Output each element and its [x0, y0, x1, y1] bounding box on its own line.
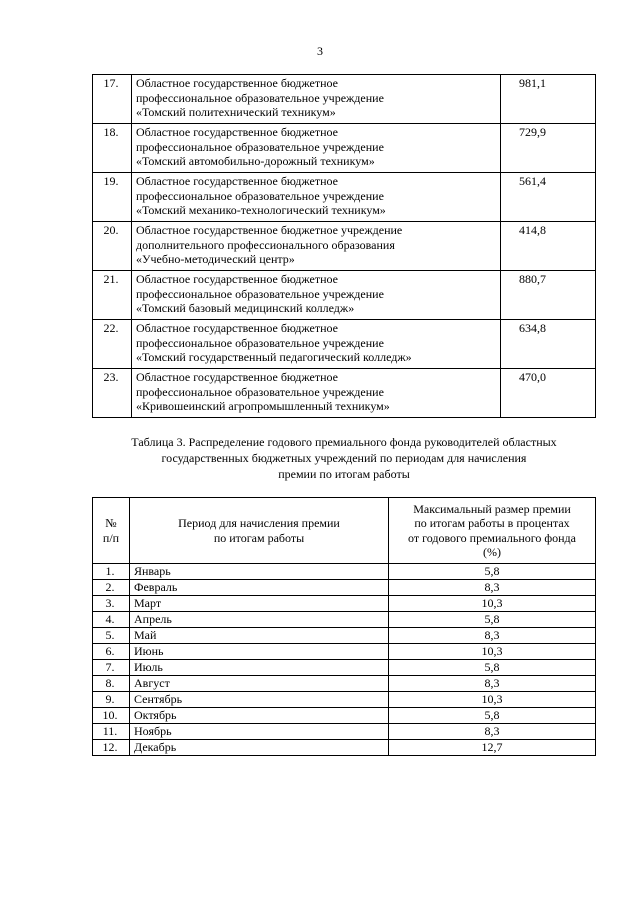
institution-name-line: «Кривошеинский агропромышленный техникум» [136, 399, 390, 413]
table-row [93, 612, 596, 628]
max-bonus-percent: 5,8 [389, 612, 596, 628]
caption-line: Таблица 3. Распределение годового премиального фонда руководителей областных [131, 435, 557, 449]
institution-name [132, 271, 501, 320]
institution-name [132, 173, 501, 222]
institution-name-line: «Томский базовый медицинский колледж» [136, 301, 355, 315]
period-name: Январь [130, 564, 389, 580]
caption-line: государственных бюджетных учреждений по периодам для начисления [161, 451, 527, 465]
row-number: 3. [93, 596, 130, 612]
institution-name-line: профессиональное образовательное учреждение [136, 139, 384, 154]
institution-name-line: Областное государственное бюджетное [136, 174, 338, 188]
max-bonus-percent: 5,8 [389, 708, 596, 724]
row-number: 8. [93, 676, 130, 692]
max-bonus-percent: 10,3 [389, 644, 596, 660]
row-number: 1. [93, 564, 130, 580]
institution-name-line: «Томский государственный педагогический колледж» [136, 350, 412, 364]
fund-value: 561,4 [501, 173, 596, 222]
institution-name-line: профессиональное образовательное учреждение [136, 286, 384, 301]
institution-name [132, 75, 501, 124]
period-name: Февраль [130, 580, 389, 596]
table-row [93, 173, 596, 222]
institution-name-line: Областное государственное бюджетное учреждение [136, 223, 403, 237]
institution-name [132, 320, 501, 369]
max-bonus-percent: 8,3 [389, 724, 596, 740]
institution-name [132, 222, 501, 271]
table-row [93, 676, 596, 692]
period-name: Декабрь [130, 740, 389, 756]
table-row [93, 222, 596, 271]
header-line: № [105, 516, 117, 530]
institution-name [132, 369, 501, 418]
header-period [130, 498, 389, 564]
row-number: 7. [93, 660, 130, 676]
row-number: 17. [93, 75, 132, 124]
bonus-distribution-table [92, 497, 596, 756]
table-row [93, 124, 596, 173]
institution-name-line: Областное государственное бюджетное [136, 272, 338, 286]
table-row [93, 644, 596, 660]
period-name: Март [130, 596, 389, 612]
table-row [93, 271, 596, 320]
table-row [93, 628, 596, 644]
fund-value: 634,8 [501, 320, 596, 369]
row-number: 22. [93, 320, 132, 369]
caption-line: премии по итогам работы [278, 467, 410, 481]
period-name: Ноябрь [130, 724, 389, 740]
period-name: Сентябрь [130, 692, 389, 708]
row-number: 6. [93, 644, 130, 660]
table-row [93, 369, 596, 418]
institution-name-line: Областное государственное бюджетное [136, 321, 338, 335]
header-line: (%) [483, 545, 501, 559]
period-name: Июль [130, 660, 389, 676]
institution-name [132, 124, 501, 173]
institution-name-line: Областное государственное бюджетное [136, 125, 338, 139]
period-name: Август [130, 676, 389, 692]
header-line: по итогам работы [213, 530, 305, 545]
row-number: 10. [93, 708, 130, 724]
max-bonus-percent: 10,3 [389, 596, 596, 612]
fund-value: 470,0 [501, 369, 596, 418]
institution-name-line: «Томский механико-технологический техникум» [136, 203, 386, 217]
institution-name-line: профессиональное образовательное учреждение [136, 188, 384, 203]
max-bonus-percent: 10,3 [389, 692, 596, 708]
header-line: по итогам работы в процентах [414, 516, 570, 530]
table-row [93, 660, 596, 676]
header-line: Период для начисления премии [178, 516, 340, 530]
institution-name-line: «Томский автомобильно-дорожный техникум» [136, 154, 375, 168]
row-number: 23. [93, 369, 132, 418]
row-number: 12. [93, 740, 130, 756]
table-header-row [93, 498, 596, 564]
period-name: Июнь [130, 644, 389, 660]
fund-value: 414,8 [501, 222, 596, 271]
header-line: Максимальный размер премии [413, 501, 571, 516]
period-name: Октябрь [130, 708, 389, 724]
page-number: 3 [317, 44, 323, 58]
header-line: п/п [102, 530, 120, 545]
row-number: 5. [93, 628, 130, 644]
table-row [93, 580, 596, 596]
max-bonus-percent: 8,3 [389, 676, 596, 692]
institution-name-line: профессиональное образовательное учреждение [136, 384, 384, 399]
institution-name-line: «Томский политехнический техникум» [136, 105, 336, 119]
institutions-fund-table [92, 74, 596, 418]
period-name: Апрель [130, 612, 389, 628]
row-number: 9. [93, 692, 130, 708]
period-name: Май [130, 628, 389, 644]
table-row [93, 692, 596, 708]
max-bonus-percent: 5,8 [389, 660, 596, 676]
row-number: 20. [93, 222, 132, 271]
table-row [93, 596, 596, 612]
max-bonus-percent: 8,3 [389, 628, 596, 644]
fund-value: 729,9 [501, 124, 596, 173]
max-bonus-percent: 12,7 [389, 740, 596, 756]
row-number: 18. [93, 124, 132, 173]
header-number [93, 498, 130, 564]
institution-name-line: профессиональное образовательное учреждение [136, 335, 384, 350]
table-row [93, 564, 596, 580]
fund-value: 880,7 [501, 271, 596, 320]
max-bonus-percent: 5,8 [389, 564, 596, 580]
header-line: от годового премиального фонда [407, 530, 576, 545]
institution-name-line: «Учебно-методический центр» [136, 252, 295, 266]
institution-name-line: дополнительного профессионального образования [136, 237, 395, 252]
table-row [93, 708, 596, 724]
fund-value: 981,1 [501, 75, 596, 124]
table-row [93, 724, 596, 740]
institution-name-line: Областное государственное бюджетное [136, 370, 338, 384]
max-bonus-percent: 8,3 [389, 580, 596, 596]
institution-name-line: Областное государственное бюджетное [136, 76, 338, 90]
table3-caption [80, 434, 608, 482]
table-row [93, 75, 596, 124]
institution-name-line: профессиональное образовательное учреждение [136, 90, 384, 105]
table-row [93, 320, 596, 369]
row-number: 4. [93, 612, 130, 628]
header-max-bonus [389, 498, 596, 564]
table-row [93, 740, 596, 756]
row-number: 11. [93, 724, 130, 740]
row-number: 2. [93, 580, 130, 596]
row-number: 21. [93, 271, 132, 320]
row-number: 19. [93, 173, 132, 222]
